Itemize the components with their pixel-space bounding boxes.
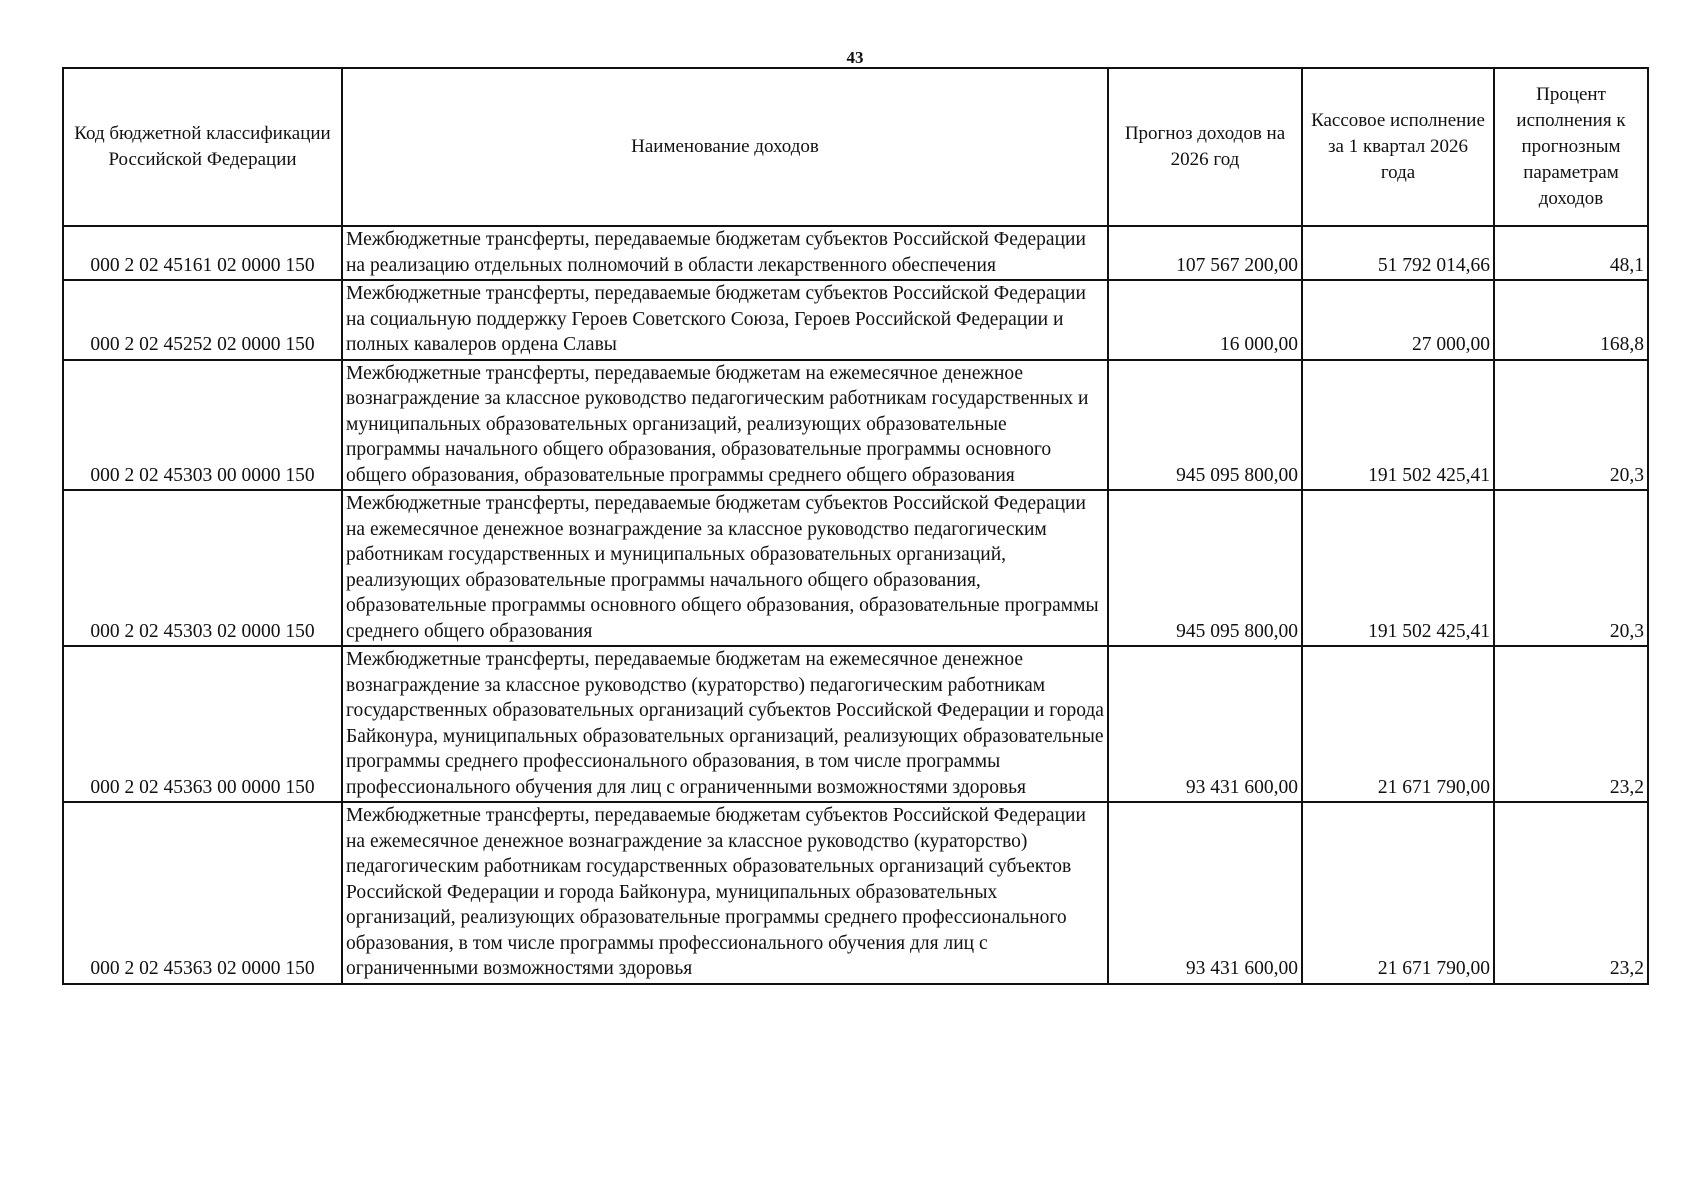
cell-executed: 191 502 425,41 xyxy=(1302,490,1494,646)
table-row xyxy=(63,280,1648,360)
cell-percent: 20,3 xyxy=(1494,490,1648,646)
table-row xyxy=(63,490,1648,646)
cell-executed: 191 502 425,41 xyxy=(1302,360,1494,491)
column-header-executed: Кассовое исполнение за 1 квартал 2026 года xyxy=(1302,68,1494,226)
cell-forecast: 16 000,00 xyxy=(1108,280,1302,360)
table-header-row xyxy=(63,68,1648,226)
cell-code: 000 2 02 45252 02 0000 150 xyxy=(63,280,342,360)
column-header-name: Наименование доходов xyxy=(342,68,1108,226)
cell-percent: 23,2 xyxy=(1494,802,1648,984)
cell-code: 000 2 02 45303 02 0000 150 xyxy=(63,490,342,646)
cell-forecast: 93 431 600,00 xyxy=(1108,802,1302,984)
column-header-percent: Процент исполнения к прогнозным параметрам доходов xyxy=(1494,68,1648,226)
cell-percent: 23,2 xyxy=(1494,646,1648,802)
cell-code: 000 2 02 45303 00 0000 150 xyxy=(63,360,342,491)
cell-name: Межбюджетные трансферты, передаваемые бюджетам субъектов Российской Федерации на ежемесячное денежное вознаграждение за классное руководство (кураторство) педагогическим работникам государственных образовательных организаций субъектов Российской Федерации и города Байконура, муниципальных образовательных организаций, реализующих образовательные программы среднего профессионального образования, в том числе программы профессионального обучения для лиц с ограниченными возможностями здоровья xyxy=(342,802,1108,984)
cell-name: Межбюджетные трансферты, передаваемые бюджетам на ежемесячное денежное вознаграждение за классное руководство (кураторство) педагогическим работникам государственных образовательных организаций субъектов Российской Федерации и города Байконура, муниципальных образовательных организаций, реализующих образовательные программы среднего профессионального образования, в том числе программы профессионального обучения для лиц с ограниченными возможностями здоровья xyxy=(342,646,1108,802)
cell-forecast: 945 095 800,00 xyxy=(1108,490,1302,646)
cell-name: Межбюджетные трансферты, передаваемые бюджетам субъектов Российской Федерации на реализацию отдельных полномочий в области лекарственного обеспечения xyxy=(342,226,1108,280)
table-row xyxy=(63,360,1648,491)
cell-forecast: 93 431 600,00 xyxy=(1108,646,1302,802)
cell-executed: 51 792 014,66 xyxy=(1302,226,1494,280)
cell-forecast: 945 095 800,00 xyxy=(1108,360,1302,491)
table-row xyxy=(63,802,1648,984)
cell-code: 000 2 02 45363 00 0000 150 xyxy=(63,646,342,802)
cell-name: Межбюджетные трансферты, передаваемые бюджетам субъектов Российской Федерации на ежемесячное денежное вознаграждение за классное руководство педагогическим работникам государственных и муниципальных образовательных организаций, реализующих образовательные программы начального общего образования, образовательные программы основного общего образования, образовательные программы среднего общего образования xyxy=(342,490,1108,646)
cell-percent: 20,3 xyxy=(1494,360,1648,491)
cell-code: 000 2 02 45161 02 0000 150 xyxy=(63,226,342,280)
cell-percent: 168,8 xyxy=(1494,280,1648,360)
table-row xyxy=(63,226,1648,280)
cell-code: 000 2 02 45363 02 0000 150 xyxy=(63,802,342,984)
cell-name: Межбюджетные трансферты, передаваемые бюджетам на ежемесячное денежное вознаграждение за классное руководство педагогическим работникам государственных и муниципальных образовательных организаций, реализующих образовательные программы начального общего образования, образовательные программы основного общего образования, образовательные программы среднего общего образования xyxy=(342,360,1108,491)
column-header-code: Код бюджетной классификации Российской Федерации xyxy=(63,68,342,226)
cell-name: Межбюджетные трансферты, передаваемые бюджетам субъектов Российской Федерации на социальную поддержку Героев Советского Союза, Героев Российской Федерации и полных кавалеров ордена Славы xyxy=(342,280,1108,360)
table-row xyxy=(63,646,1648,802)
cell-percent: 48,1 xyxy=(1494,226,1648,280)
cell-forecast: 107 567 200,00 xyxy=(1108,226,1302,280)
cell-executed: 21 671 790,00 xyxy=(1302,802,1494,984)
cell-executed: 21 671 790,00 xyxy=(1302,646,1494,802)
page-number: 43 xyxy=(846,48,864,67)
revenue-table xyxy=(62,67,1649,985)
column-header-forecast: Прогноз доходов на 2026 год xyxy=(1108,68,1302,226)
cell-executed: 27 000,00 xyxy=(1302,280,1494,360)
